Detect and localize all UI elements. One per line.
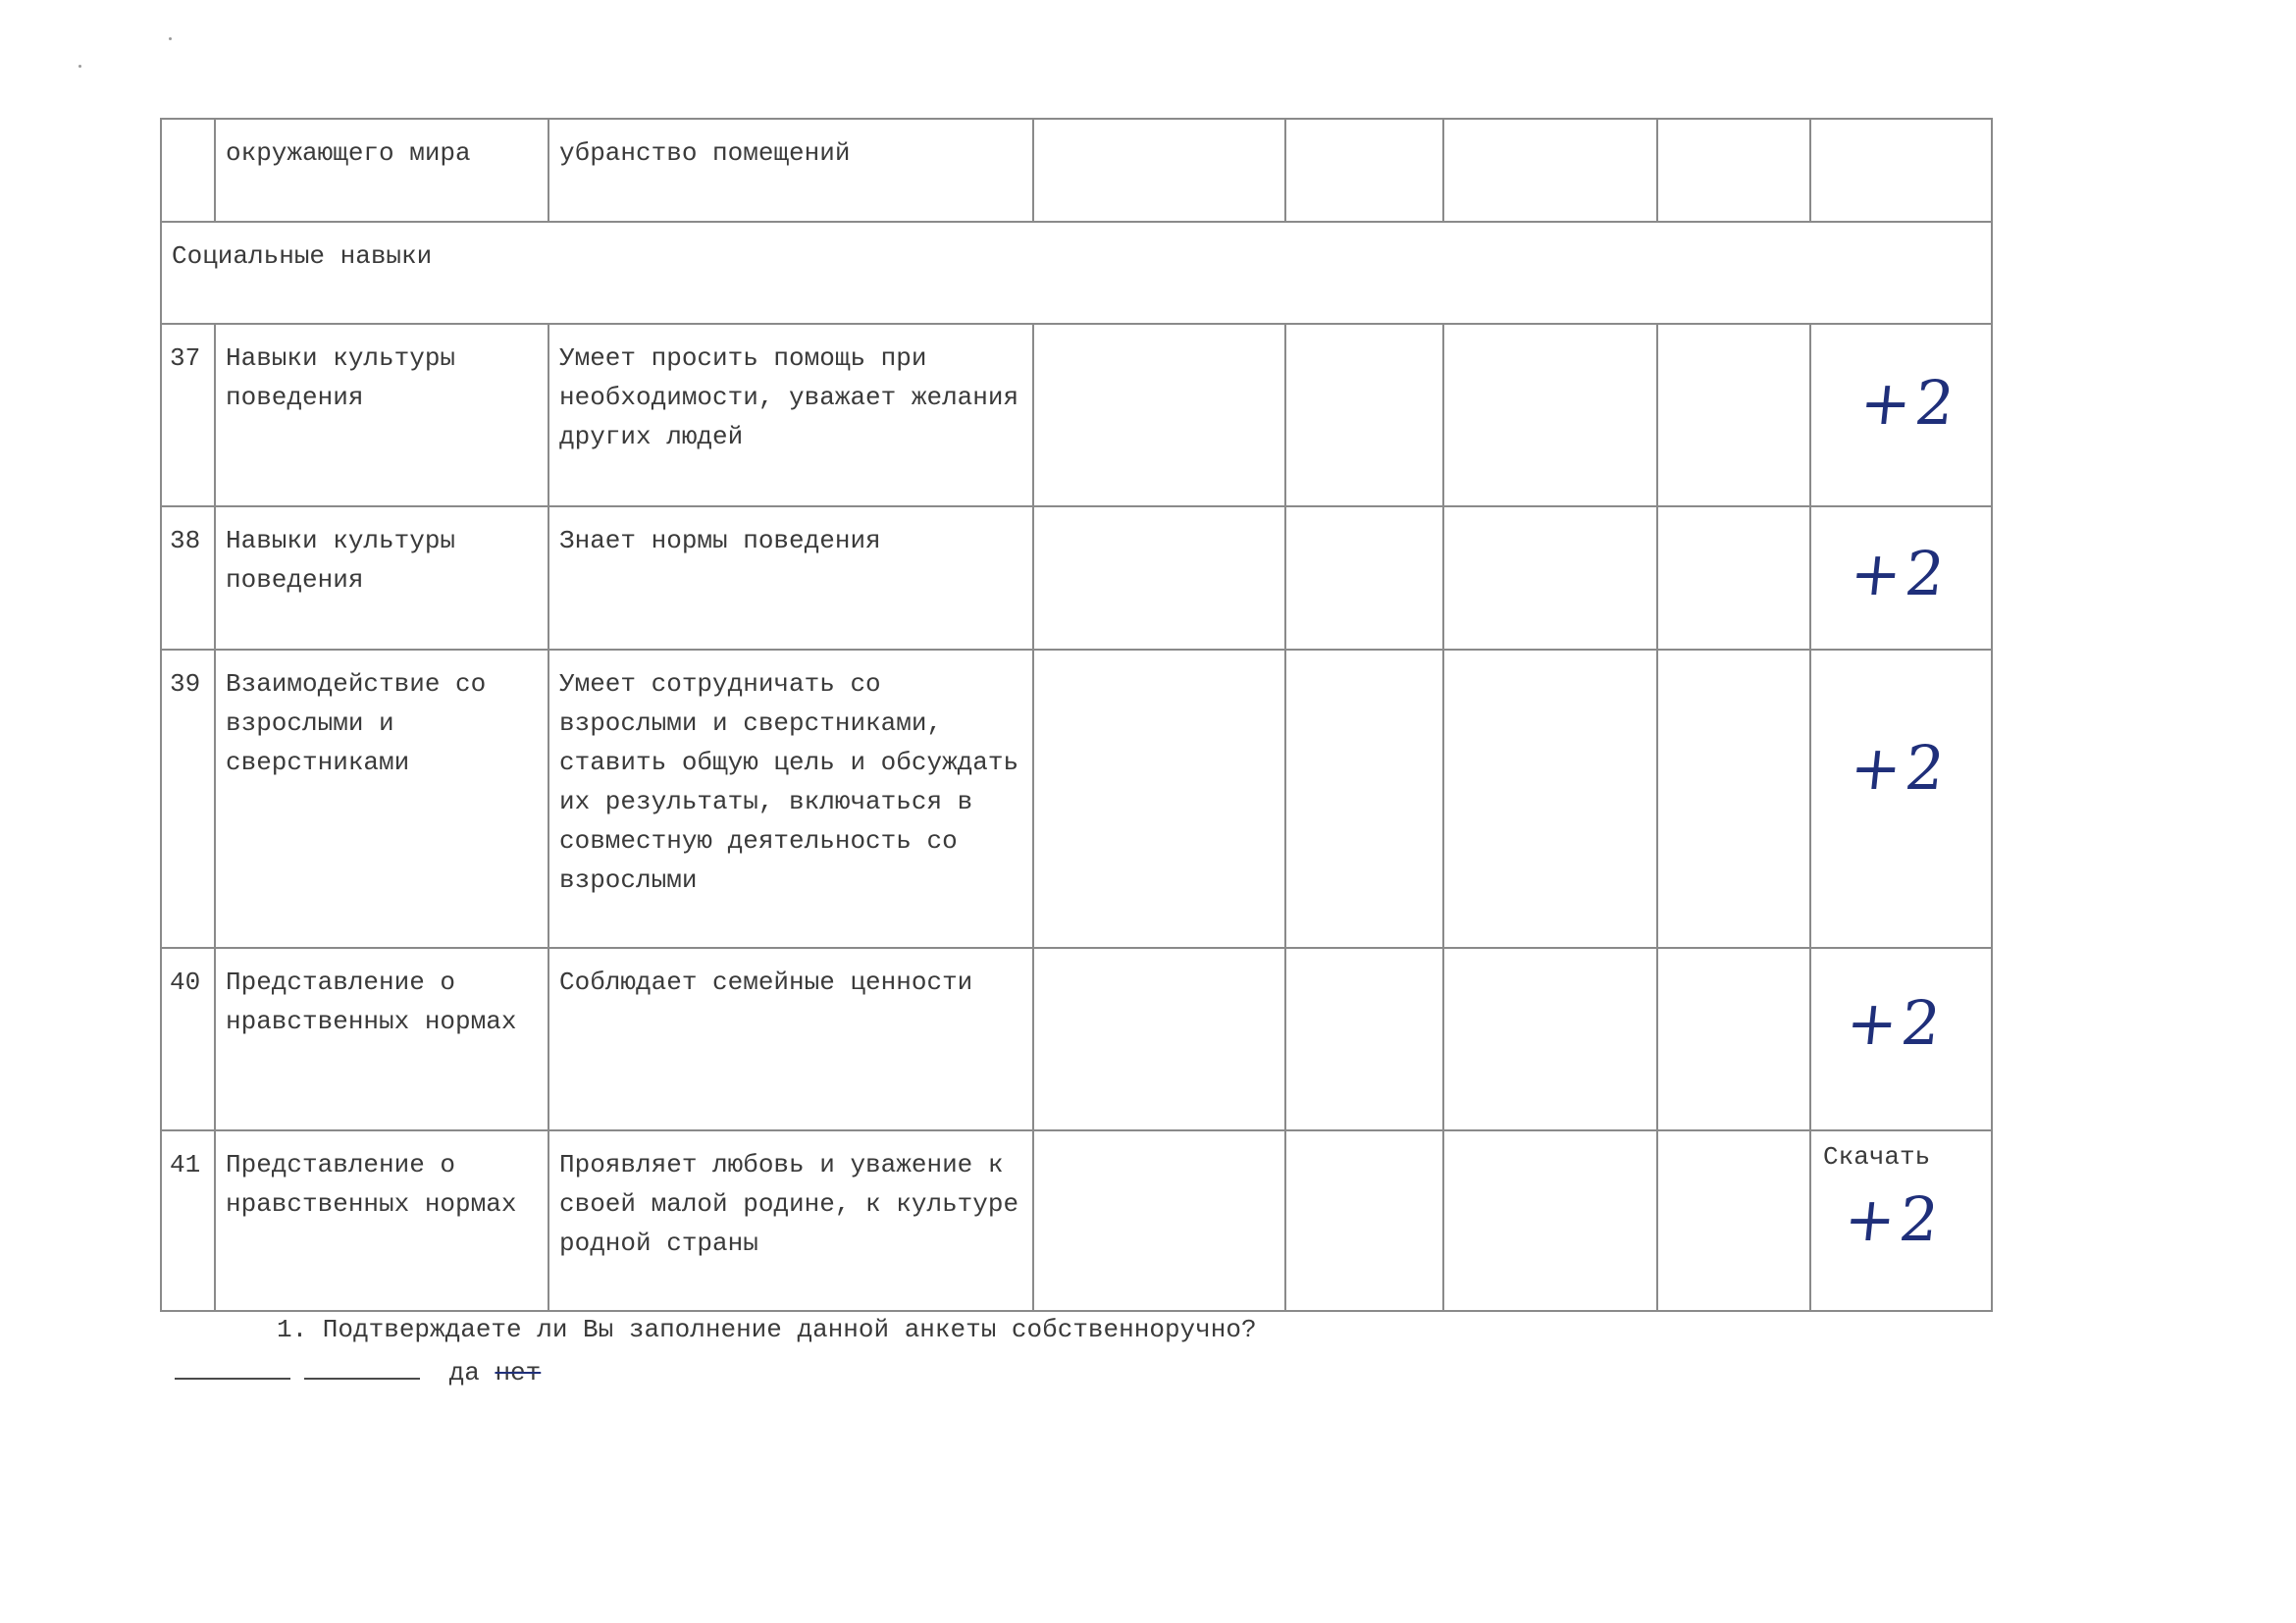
empty-cell: [1285, 506, 1443, 650]
description-cell: Соблюдает семейные ценности: [548, 948, 1033, 1130]
row-number: 38: [161, 506, 215, 650]
answer-no-struck: нет: [495, 1358, 542, 1387]
blank-line: [175, 1354, 290, 1380]
empty-cell: [1443, 1130, 1657, 1311]
row-number: [161, 119, 215, 222]
mark-cell: [1810, 506, 1992, 650]
empty-cell: [1285, 1130, 1443, 1311]
confirmation-question: 1. Подтверждаете ли Вы заполнение данной анкеты собственноручно?: [277, 1315, 1257, 1344]
description-cell: Знает нормы поведения: [548, 506, 1033, 650]
empty-cell: [1285, 650, 1443, 948]
blank-line: [304, 1354, 420, 1380]
mark-cell: [1810, 1130, 1992, 1311]
empty-cell: [1285, 948, 1443, 1130]
table-row-top: [161, 119, 1992, 222]
empty-cell: [1657, 119, 1810, 222]
empty-cell: [1285, 324, 1443, 506]
row-number: 41: [161, 1130, 215, 1311]
answer-yes: да: [448, 1358, 480, 1387]
row-number: 37: [161, 324, 215, 506]
table-row: [161, 506, 1992, 650]
table-row: [161, 650, 1992, 948]
section-row: [161, 222, 1992, 324]
scan-speck: [169, 37, 172, 40]
answer-line: [175, 1354, 541, 1387]
section-title: Социальные навыки: [161, 222, 1992, 324]
description-cell: Умеет просить помощь при необходимости, уважает желания других людей: [548, 324, 1033, 506]
empty-cell: [1657, 1130, 1810, 1311]
handwritten-mark: +2: [1856, 367, 1962, 439]
empty-cell: [1657, 948, 1810, 1130]
empty-cell: [1443, 119, 1657, 222]
handwritten-mark: +2: [1843, 987, 1949, 1059]
empty-cell: [1657, 650, 1810, 948]
skill-cell: Взаимодействие со взрослыми и сверстниками: [215, 650, 548, 948]
handwritten-mark: +2: [1847, 538, 1953, 609]
mark-cell: [1810, 324, 1992, 506]
description-cell: Умеет сотрудничать со взрослыми и сверстниками, ставить общую цель и обсуждать их результаты, включаться в совместную деятельность со взрослыми: [548, 650, 1033, 948]
skill-cell: Представление о нравственных нормах: [215, 1130, 548, 1311]
handwritten-mark: +2: [1847, 732, 1953, 804]
empty-cell: [1443, 506, 1657, 650]
handwritten-mark: +2: [1841, 1183, 1947, 1255]
empty-cell: [1033, 119, 1285, 222]
scan-speck: [78, 65, 81, 68]
mark-cell: [1810, 948, 1992, 1130]
mark-cell: [1810, 650, 1992, 948]
empty-cell: [1033, 324, 1285, 506]
table-row: [161, 948, 1992, 1130]
skill-cell: окружающего мира: [215, 119, 548, 222]
description-cell: Проявляет любовь и уважение к своей малой родине, к культуре родной страны: [548, 1130, 1033, 1311]
table-row: [161, 324, 1992, 506]
mark-cell: [1810, 119, 1992, 222]
empty-cell: [1285, 119, 1443, 222]
download-label: Скачать: [1823, 1142, 1931, 1172]
empty-cell: [1443, 948, 1657, 1130]
empty-cell: [1443, 324, 1657, 506]
empty-cell: [1033, 650, 1285, 948]
skill-cell: Навыки культуры поведения: [215, 324, 548, 506]
skills-table: [160, 118, 1993, 1312]
empty-cell: [1657, 506, 1810, 650]
row-number: 40: [161, 948, 215, 1130]
skill-cell: Представление о нравственных нормах: [215, 948, 548, 1130]
table-row: [161, 1130, 1992, 1311]
empty-cell: [1033, 948, 1285, 1130]
row-number: 39: [161, 650, 215, 948]
empty-cell: [1033, 506, 1285, 650]
empty-cell: [1657, 324, 1810, 506]
empty-cell: [1033, 1130, 1285, 1311]
skill-cell: Навыки культуры поведения: [215, 506, 548, 650]
empty-cell: [1443, 650, 1657, 948]
description-cell: убранство помещений: [548, 119, 1033, 222]
